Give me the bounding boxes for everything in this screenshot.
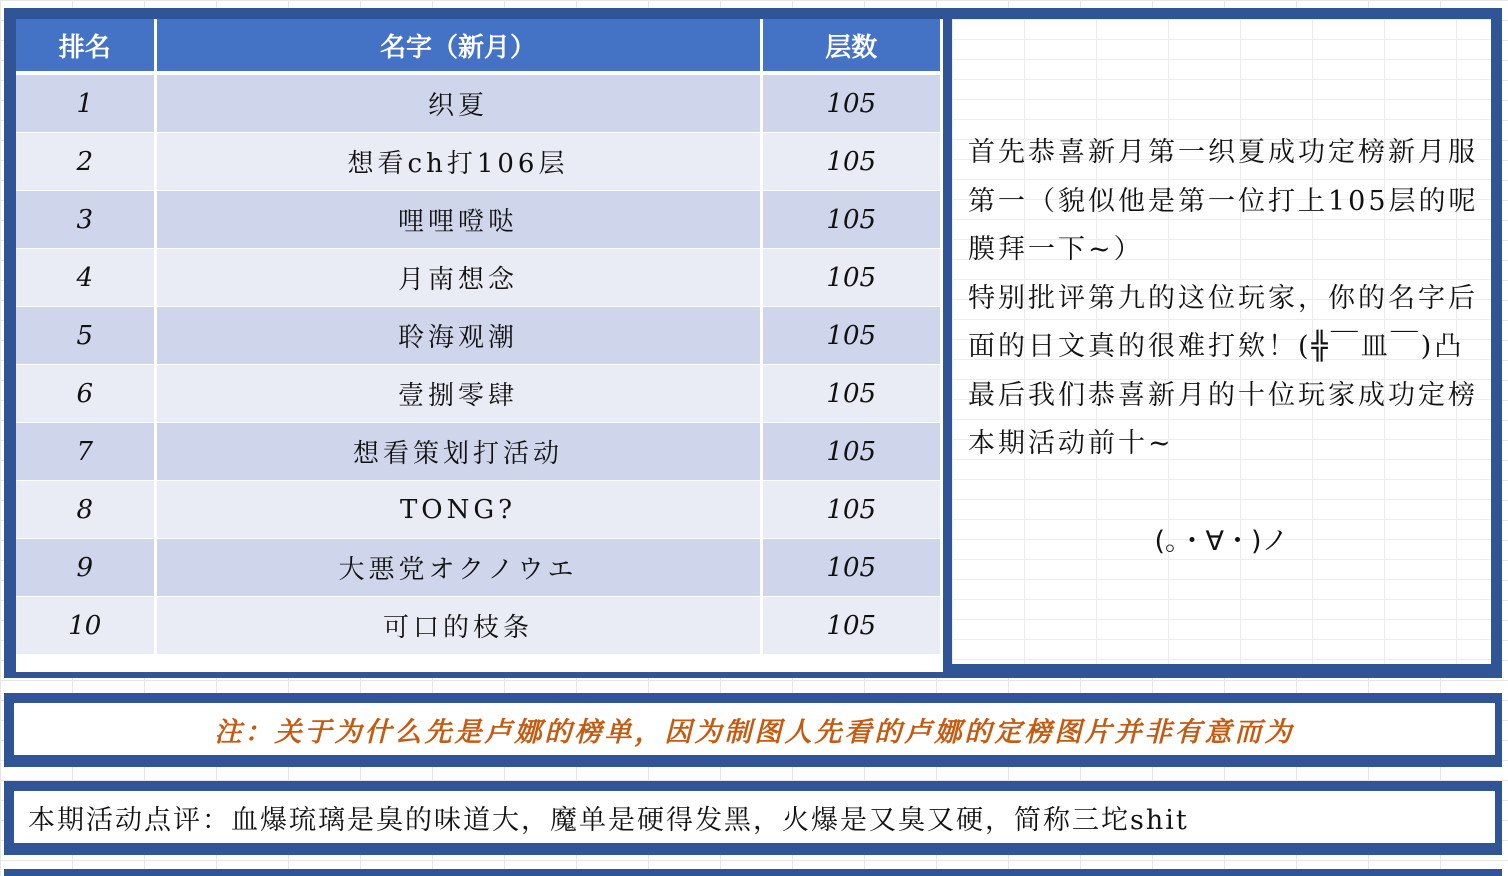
floor-cell: 105 [761,133,940,191]
floor-cell: 105 [761,365,940,423]
table-row [16,481,940,539]
player-name-cell: 聆海观潮 [155,307,761,365]
table-row [16,597,940,655]
player-name-cell: 哩哩噔哒 [155,191,761,249]
floor-cell: 105 [761,423,940,481]
floor-cell: 105 [761,191,940,249]
rank-cell: 2 [16,133,155,191]
comment-text: 首先恭喜新月第一织夏成功定榜新月服第一（貌似他是第一位打上105层的呢膜拜一下~） 特别批评第九的这位玩家，你的名字后面的日文真的很难打欸！(╬￣皿￣)凸 最后我们恭喜新月的十位玩家成功定榜本期活动前十~ [968,137,1479,459]
rank-cell: 5 [16,307,155,365]
table-row [16,423,940,481]
player-name-cell: 织夏 [155,73,761,133]
review-text: 本期活动点评：血爆琉璃是臭的味道大，魔单是硬得发黑，火爆是又臭又硬，简称三坨shit [14,791,1495,843]
rank-cell: 7 [16,423,155,481]
review-bar [4,781,1502,855]
rank-cell: 3 [16,191,155,249]
floor-cell: 105 [761,597,940,655]
floor-cell: 105 [761,249,940,307]
player-name-cell: 想看策划打活动 [155,423,761,481]
table-row [16,133,940,191]
floor-cell: 105 [761,73,940,133]
ranking-table-panel [16,19,943,672]
ranking-table [16,19,940,655]
table-row [16,307,940,365]
player-name-cell: 月南想念 [155,249,761,307]
bottom-border [4,869,1502,876]
player-name-cell: 想看ch打106层 [155,133,761,191]
note-text: 注：关于为什么先是卢娜的榜单，因为制图人先看的卢娜的定榜图片并非有意而为 [14,703,1495,755]
header-floor: 层数 [761,19,940,73]
rank-cell: 9 [16,539,155,597]
player-name-cell: TONG? [155,481,761,539]
header-rank: 排名 [16,19,155,73]
table-row [16,249,940,307]
comment-panel [952,19,1491,664]
header-name: 名字（新月） [155,19,761,73]
player-name-cell: 大悪党オクノウエ [155,539,761,597]
rank-cell: 4 [16,249,155,307]
floor-cell: 105 [761,481,940,539]
rank-cell: 8 [16,481,155,539]
player-name-cell: 可口的枝条 [155,597,761,655]
table-row [16,191,940,249]
rank-cell: 10 [16,597,155,655]
kaomoji: (。・∀・)ノ [1154,526,1289,557]
rank-cell: 6 [16,365,155,423]
floor-cell: 105 [761,539,940,597]
ranking-header-row [16,19,940,73]
note-bar [4,693,1502,767]
floor-cell: 105 [761,307,940,365]
table-row [16,73,940,133]
table-row [16,539,940,597]
player-name-cell: 壹捌零肆 [155,365,761,423]
table-row [16,365,940,423]
main-frame [4,8,1502,678]
rank-cell: 1 [16,73,155,133]
